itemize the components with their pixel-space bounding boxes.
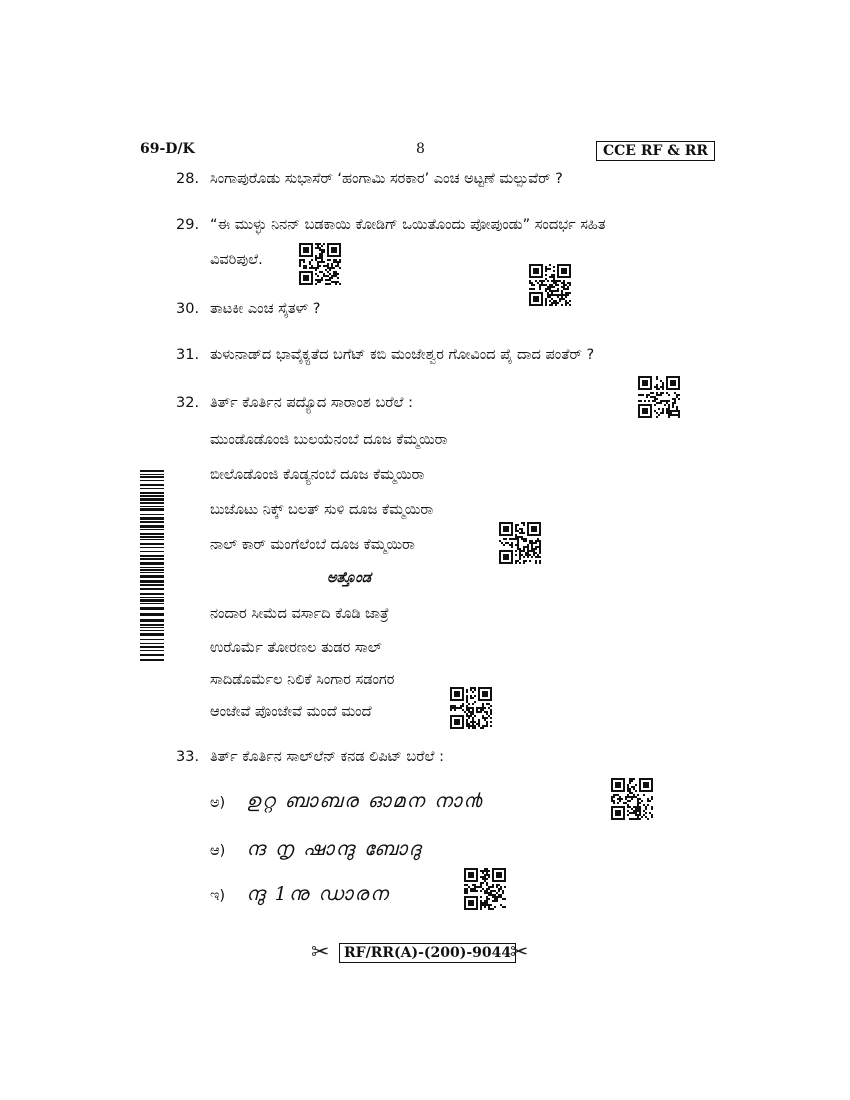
question-text: ತಾಟಕೀ ಎಂಚ ಸೈತಳ್ ? (210, 301, 321, 317)
option-a (210, 790, 483, 812)
poem-line: ಬುಜೊಟು ನಿಕ್ಕ್ ಬಲತ್ ಸುಳಿ ದೂಜ ಕೆಮ್ಮಯಿರಾ (210, 502, 434, 518)
barcode-icon (140, 470, 164, 662)
footer-code: RF/RR(A)-(200)-9044 (339, 943, 516, 963)
question-number: 33. (176, 749, 200, 765)
option-script: ന്ദു 1നു ഡാരന (246, 883, 390, 905)
qr-code-icon (499, 522, 541, 564)
exam-series-box: CCE RF & RR (596, 141, 715, 161)
option-c (210, 883, 390, 905)
poem-line: ಬೀಲೊಡೊಂಜಿ ಕೊಡ್ಯನಂಬೆ ದೂಜ ಕೆಮ್ಮಯಿರಾ (210, 467, 425, 483)
question-number: 30. (176, 301, 200, 317)
question-text-line1: “ಈ ಮುಳ್ಳು ನಿನನ್ ಬಡಕಾಯಿ ಕೋಡಿಗ್ ಒಯಿತೊಂದು ಪೋಪುಂಡು” ಸಂದರ್ಭ ಸಹಿತ (210, 217, 606, 233)
question-text: ತಿರ್ತ್ ಕೊರ್ತಿನ ಪದ್ಯೊದ ಸಾರಾಂಶ ಬರೆಲೆ : (210, 395, 414, 411)
poem-line: ಉರೊರ್ಮೆ ತೋರಣಲ ತುಡರ ಸಾಲ್ (210, 640, 382, 656)
option-b (210, 838, 422, 860)
question-number: 31. (176, 347, 200, 363)
option-label: ಇ) (210, 888, 226, 904)
question-text: ಸಿಂಗಾಪುರೊಡು ಸುಭಾಸೆರ್ ‘ಹಂಗಾಮಿ ಸರಕಾರ’ ಎಂಚ ಅಟ್ಟಣೆ ಮಲ್ಪುವೆರ್ ? (210, 171, 563, 187)
scissors-ornament-left-icon: ✂ (311, 940, 330, 965)
poem-line: ಆಂಜೇವೆ ಪೊಂಜೇವೆ ಮಂದೆ ಮಂದೆ (210, 704, 372, 720)
paper-code: 69-D/K (140, 141, 195, 157)
question-number: 29. (176, 217, 200, 233)
page-number: 8 (416, 141, 425, 157)
question-number: 32. (176, 395, 200, 411)
poem-line: ಮುಂಡೊಡೊಂಜಿ ಬುಲಯೆನಂಬೆ ದೂಜ ಕೆಮ್ಮಯಿರಾ (210, 432, 448, 448)
scissors-ornament-right-icon: ✂ (510, 940, 529, 965)
poem-line: ನಂದಾರ ಸೀಮೆದ ವರ್ಸಾದಿ ಕೊಡಿ ಜಾತ್ರೆ (210, 606, 389, 622)
poem-line: ಸಾದಿಡೊರ್ಮೆಲ ನಿಲಿಕೆ ಸಿಂಗಾರ ಸಡಂಗರ (210, 672, 395, 688)
question-29-line2: ವಿವರಿಪುಲೆ. (210, 252, 263, 268)
option-label: ಅ) (210, 795, 226, 811)
qr-code-icon (611, 778, 653, 820)
option-script: ന്ദ നൃ ഷാന്ദു ബോദു (246, 838, 423, 860)
question-number: 28. (176, 171, 200, 187)
poem-line: ನಾಲ್ ಕಾರ್ ಮಂಗೆಲೆಂಬೆ ದೂಜ ಕೆಮ್ಮಯಿರಾ (210, 537, 415, 553)
qr-code-icon (450, 687, 492, 729)
poem-subheading: ಅತ್ತೊಂಡ (327, 570, 371, 586)
option-script: ഉറ്റ ബാബര ഓമന നാ൯ (246, 790, 484, 812)
option-label: ಆ) (210, 843, 226, 859)
qr-code-icon (638, 376, 680, 418)
question-text: ತಿರ್ತ್ ಕೊರ್ತಿನ ಸಾಲ್‌ಲೆನ್ ಕನಡ ಲಿಪಿಟ್ ಬರೆಲೆ : (210, 749, 444, 765)
qr-code-icon (529, 264, 571, 306)
qr-code-icon (299, 243, 341, 285)
qr-code-icon (464, 868, 506, 910)
question-text: ತುಳುನಾಡ್‌ದ ಭಾವೈಕ್ಯತೆದ ಬಗೆಟ್ ಕಬಿ ಮಂಜೇಶ್ವರ ಗೋವಿಂದ ಪೈ ದಾದ ಪಂತೆರ್ ? (210, 347, 595, 363)
